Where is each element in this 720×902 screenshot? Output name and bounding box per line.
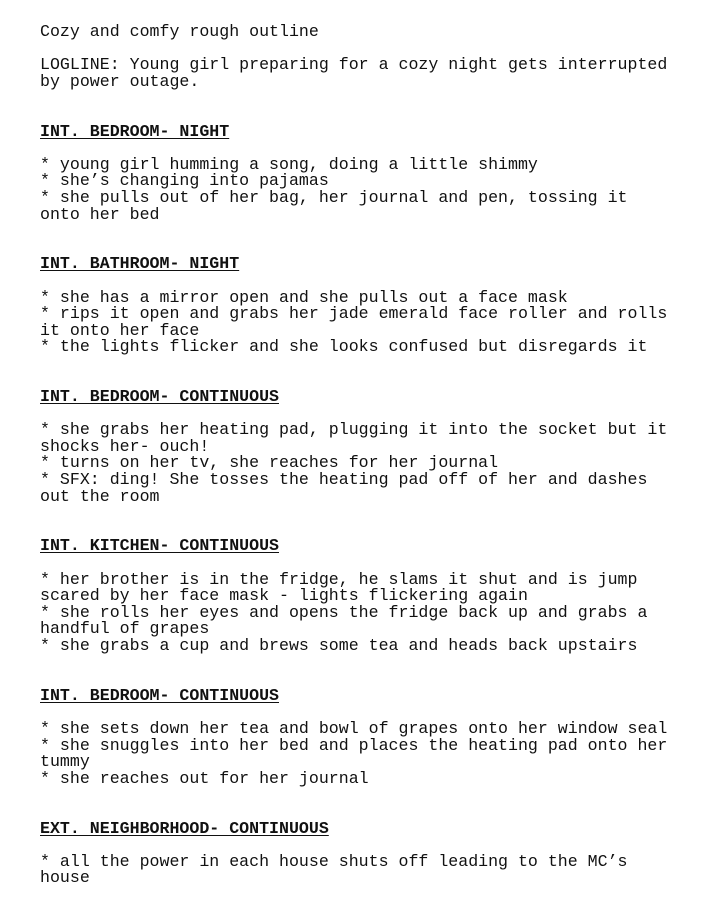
scene-line: * SFX: ding! She tosses the heating pad off of her and dashes <box>40 470 648 490</box>
scene-line: house <box>40 868 90 888</box>
scene-line: * she’s changing into pajamas <box>40 171 329 191</box>
scene-line: it onto her face <box>40 320 200 340</box>
scene-line: * she sets down her tea and bowl of grapes onto her window seal <box>40 718 668 738</box>
spacer <box>40 223 680 256</box>
scene-heading-bathroom-night: INT. BATHROOM- NIGHT <box>40 254 240 274</box>
scene-line: out the room <box>40 486 160 506</box>
scene-line: * the lights flicker and she looks confused but disregards it <box>40 337 648 357</box>
scene-line: handful of grapes <box>40 619 210 639</box>
scene-line: * she reaches out for her journal <box>40 768 369 788</box>
scene-line: * rips it open and grabs her jade emerald face roller and rolls <box>40 304 668 324</box>
scene-heading-bedroom-continuous-2: INT. BEDROOM- CONTINUOUS <box>40 685 279 705</box>
spacer <box>40 356 680 389</box>
spacer <box>40 505 680 538</box>
script-outline-page <box>40 24 680 887</box>
document-title: Cozy and comfy rough outline <box>40 22 319 41</box>
scene-line: * she grabs a cup and brews some tea and heads back upstairs <box>40 635 638 655</box>
scene-line: * she has a mirror open and she pulls out a face mask <box>40 287 568 307</box>
scene-line: * she rolls her eyes and opens the fridge back up and grabs a <box>40 602 648 622</box>
scene-line: * she pulls out of her bag, her journal and pen, tossing it <box>40 187 628 207</box>
scene-line: * all the power in each house shuts off leading to the MC’s <box>40 851 628 871</box>
scene-line: * she grabs her heating pad, plugging it into the socket but it <box>40 420 668 440</box>
scene-line: scared by her face mask - lights flickering again <box>40 586 528 606</box>
logline-line-1: LOGLINE: Young girl preparing for a cozy night gets interrupted <box>40 55 668 75</box>
scene-line: * young girl humming a song, doing a little shimmy <box>40 154 538 174</box>
spacer <box>40 787 680 820</box>
logline-line-2: by power outage. <box>40 71 200 91</box>
scene-line: * she snuggles into her bed and places the heating pad onto her <box>40 735 668 755</box>
scene-line: * her brother is in the fridge, he slams it shut and is jump <box>40 569 638 589</box>
spacer <box>40 655 680 688</box>
scene-line: onto her bed <box>40 204 160 224</box>
scene-heading-bedroom-night: INT. BEDROOM- NIGHT <box>40 121 230 141</box>
scene-heading-neighborhood-continuous: EXT. NEIGHBORHOOD- CONTINUOUS <box>40 818 329 838</box>
spacer <box>40 273 680 290</box>
scene-line: shocks her- ouch! <box>40 436 210 456</box>
scene-line: tummy <box>40 752 90 772</box>
scene-line: * turns on her tv, she reaches for her journal <box>40 453 499 473</box>
scene-heading-kitchen-continuous: INT. KITCHEN- CONTINUOUS <box>40 536 279 556</box>
scene-heading-bedroom-continuous: INT. BEDROOM- CONTINUOUS <box>40 387 279 407</box>
spacer <box>40 90 680 123</box>
